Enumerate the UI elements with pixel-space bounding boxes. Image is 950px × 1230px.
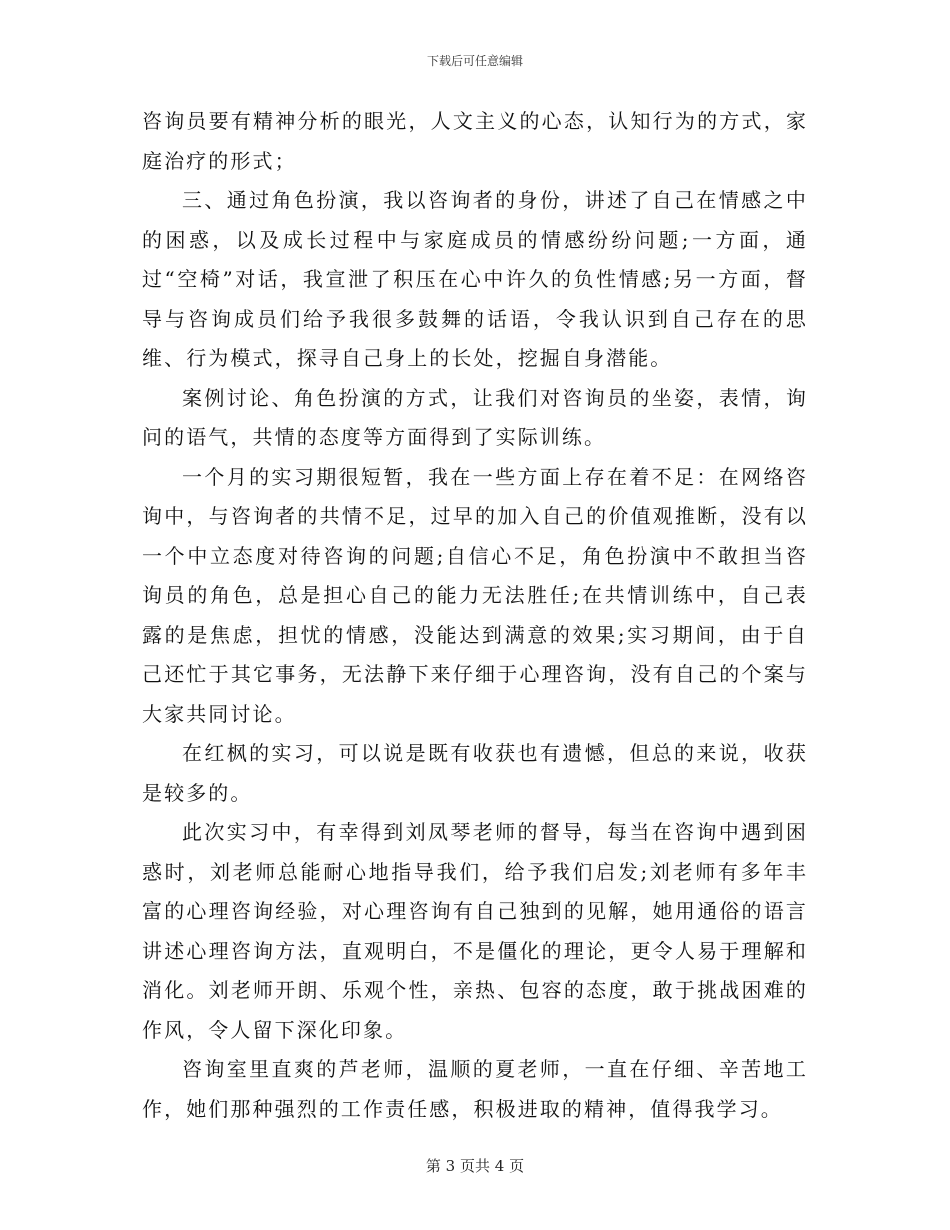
paragraph-7: 咨询室里直爽的芦老师，温顺的夏老师，一直在仔细、辛苦地工作，她们那种强烈的工作责任感，积极进取的精神，值得我学习。 <box>142 1057 808 1121</box>
paragraph-1: 咨询员要有精神分析的眼光，人文主义的心态，认知行为的方式，家庭治疗的形式； <box>142 109 808 173</box>
paragraph-2: 三、通过角色扮演，我以咨询者的身份，讲述了自己在情感之中的困惑，以及成长过程中与家庭成员的情感纷纷问题;一方面，通过“空椅”对话，我宣泄了积压在心中许久的负性情感;另一方面，督导与咨询成员们给予我很多鼓舞的话语，令我认识到自己存在的思维、行为模式，探寻自己身上的长处，挖掘自身潜能。 <box>142 188 808 370</box>
paragraph-4: 一个月的实习期很短暂，我在一些方面上存在着不足：在网络咨询中，与咨询者的共情不足，过早的加入自己的价值观推断，没有以一个中立态度对待咨询的问题;自信心不足，角色扮演中不敢担当咨询员的角色，总是担心自己的能力无法胜任;在共情训练中，自己表露的是焦虑，担忧的情感，没能达到满意的效果;实习期间，由于自己还忙于其它事务，无法静下来仔细于心理咨询，没有自己的个案与大家共同讨论。 <box>142 464 808 726</box>
paragraph-6: 此次实习中，有幸得到刘凤琴老师的督导，每当在咨询中遇到困惑时，刘老师总能耐心地指导我们，给予我们启发;刘老师有多年丰富的心理咨询经验，对心理咨询有自己独到的见解，她用通俗的语言讲述心理咨询方法，直观明白，不是僵化的理论，更令人易于理解和消化。刘老师开朗、乐观个性，亲热、包容的态度，敢于挑战困难的作风，令人留下深化印象。 <box>142 820 808 1042</box>
paragraph-5: 在红枫的实习，可以说是既有收获也有遗憾，但总的来说，收获是较多的。 <box>142 741 808 805</box>
page-footer: 第 3 页共 4 页 <box>425 1157 525 1175</box>
page-header: 下载后可任意编辑 <box>426 54 523 68</box>
document-body <box>142 102 808 1129</box>
paragraph-3: 案例讨论、角色扮演的方式，让我们对咨询员的坐姿，表情，询问的语气，共情的态度等方面得到了实际训练。 <box>142 385 808 449</box>
